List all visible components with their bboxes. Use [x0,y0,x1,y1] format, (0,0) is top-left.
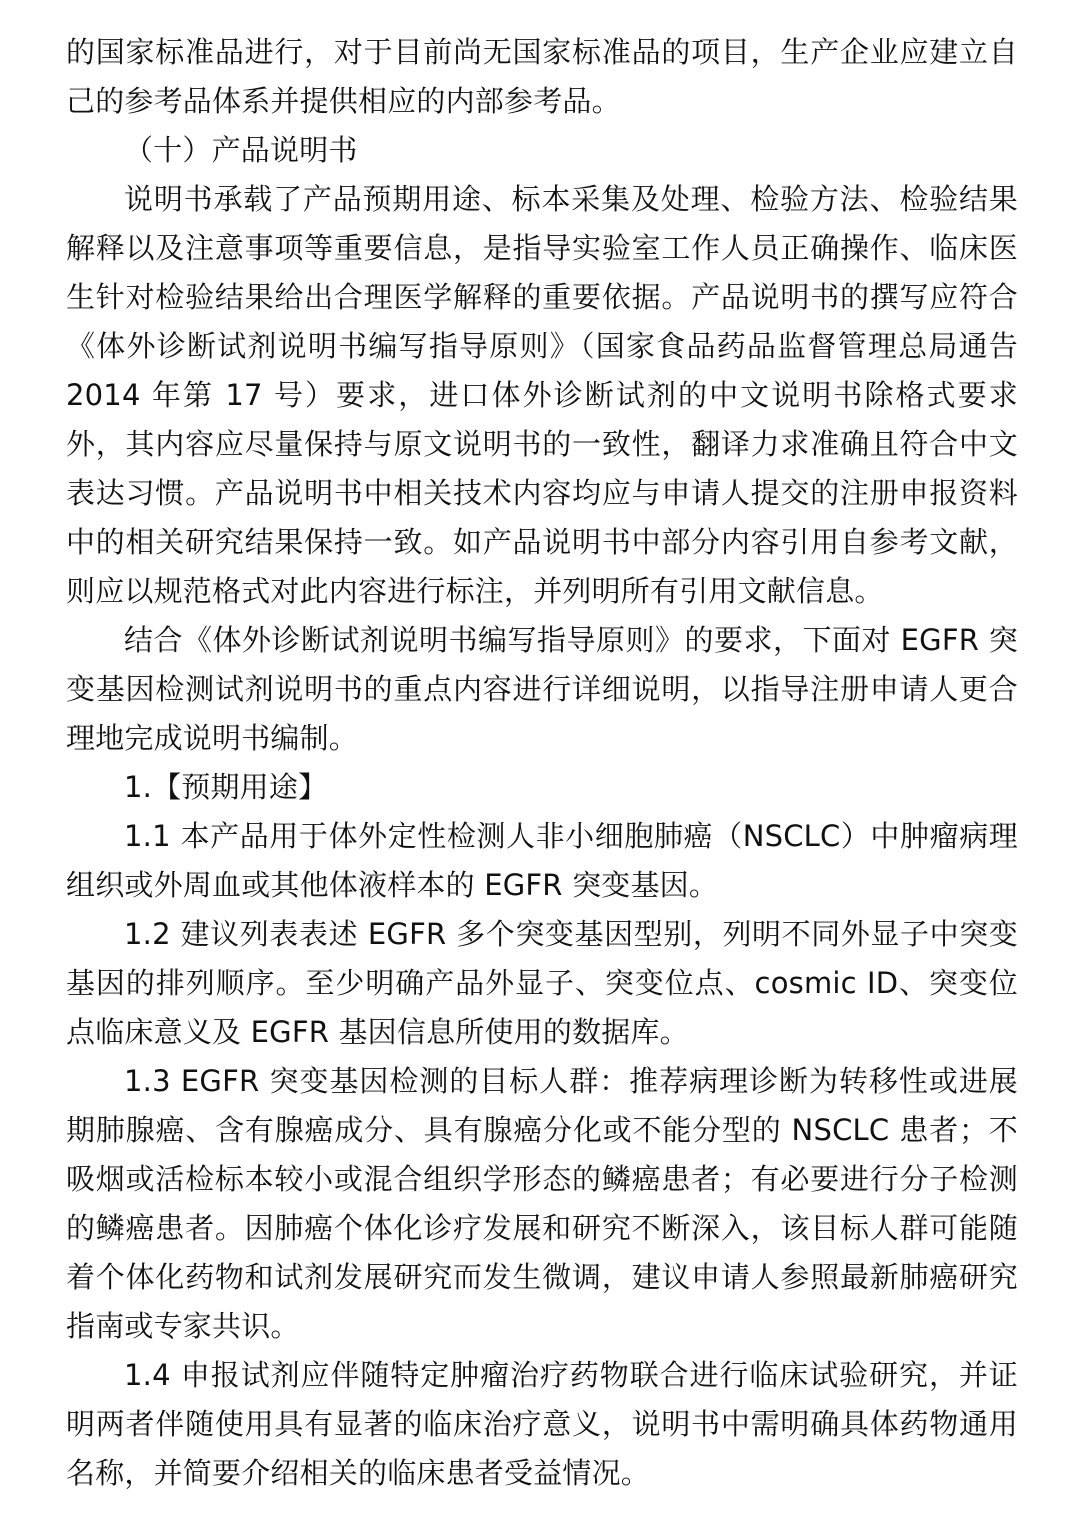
paragraph-item-1-3: 1.3 EGFR 突变基因检测的目标人群：推荐病理诊断为转移性或进展期肺腺癌、含有腺癌成分、具有腺癌分化或不能分型的 NSCLC 患者；不吸烟或活检标本较小或混合组织学形态的鳞癌患者；有必要进行分子检测的鳞癌患者。因肺癌个体化诊疗发展和研究不断深入，该目标人群可能随着个体化药物和试剂发展研究而发生微调，建议申请人参照最新肺癌研究指南或专家共识。 [66,1064,1018,1343]
item-heading-intended-use: 1.【预期用途】 [124,770,328,804]
section-heading-product-manual: （十）产品说明书 [124,133,358,167]
paragraph-manual-guidance: 结合《体外诊断试剂说明书编写指导原则》的要求，下面对 EGFR 突变基因检测试剂说明书的重点内容进行详细说明，以指导注册申请人更合理地完成说明书编制。 [66,623,1018,755]
paragraph-item-1-2: 1.2 建议列表表述 EGFR 多个突变基因型别，列明不同外显子中突变基因的排列顺序。至少明确产品外显子、突变位点、cosmic ID、突变位点临床意义及 EGFR 基因信息所使用的数据库。 [66,917,1018,1049]
paragraph-continuation: 的国家标准品进行，对于目前尚无国家标准品的项目，生产企业应建立自己的参考品体系并提供相应的内部参考品。 [66,35,1018,118]
paragraph-item-1-1: 1.1 本产品用于体外定性检测人非小细胞肺癌（NSCLC）中肿瘤病理组织或外周血或其他体液样本的 EGFR 突变基因。 [66,819,1018,902]
paragraph-manual-intro: 说明书承载了产品预期用途、标本采集及处理、检验方法、检验结果解释以及注意事项等重要信息，是指导实验室工作人员正确操作、临床医生针对检验结果给出合理医学解释的重要依据。产品说明书的撰写应符合《体外诊断试剂说明书编写指导原则》（国家食品药品监督管理总局通告 2014 年第 17 号）要求，进口体外诊断试剂的中文说明书除格式要求外，其内容应尽量保持与原文说明书的一致性，翻译力求准确且符合中文表达习惯。产品说明书中相关技术内容均应与申请人提交的注册申报资料中的相关研究结果保持一致。如产品说明书中部分内容引用自参考文献，则应以规范格式对此内容进行标注，并列明所有引用文献信息。 [66,182,1018,608]
paragraph-item-1-4: 1.4 申报试剂应伴随特定肿瘤治疗药物联合进行临床试验研究，并证明两者伴随使用具有显著的临床治疗意义，说明书中需明确具体药物通用名称，并简要介绍相关的临床患者受益情况。 [66,1358,1018,1490]
